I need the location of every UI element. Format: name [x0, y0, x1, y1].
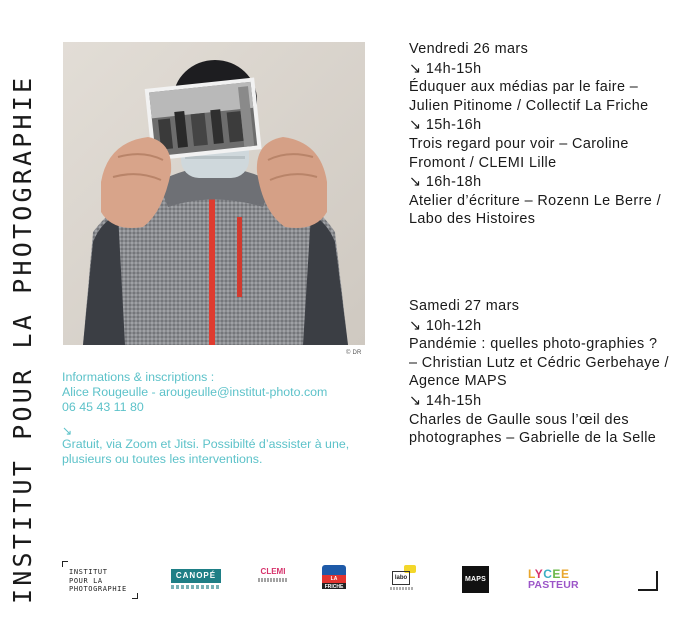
lycee-letter: E [552, 567, 561, 581]
photo-credit: © DR [346, 350, 362, 356]
la-friche-logo-text: LA FRICHE [322, 575, 346, 583]
canope-logo-subtitle [171, 585, 221, 589]
labo-logo-subtitle [390, 587, 414, 590]
info-block [62, 370, 392, 467]
ipp-logo [62, 561, 142, 601]
slot-time: ↘ 14h-15h [409, 392, 482, 409]
day-date: Vendredi 26 mars [409, 41, 529, 57]
slot-title: Charles de Gaulle sous l’œil des photographes – Gabrielle de la Selle [409, 411, 657, 447]
clemi-logo-text: CLEMI [260, 567, 286, 576]
slot-title: Atelier d’écriture – Rozenn Le Berre / Labo des Histoires [409, 192, 661, 228]
slot-time: ↘ 15h-16h [409, 117, 482, 134]
lycee-letter: L [528, 567, 535, 581]
canope-logo [171, 569, 221, 591]
schedule-day-saturday [409, 297, 669, 448]
vertical-title: INSTITUT POUR LA PHOTOGRAPHIE [8, 74, 37, 604]
lycee-letter: E [560, 567, 570, 581]
corner-bracket-icon [62, 561, 68, 567]
la-friche-logo-top [322, 565, 346, 575]
info-heading: Informations & inscriptions : [62, 370, 215, 384]
clemi-logo-subtitle [258, 578, 288, 582]
labo-des-histoires-logo [390, 565, 418, 591]
contact-email[interactable]: Alice Rougeulle - arougeulle@institut-photo.com [62, 385, 328, 399]
slot-time: ↘ 14h-15h [409, 60, 482, 77]
partner-logos [0, 555, 675, 605]
arrow-icon: ↘ [62, 424, 73, 438]
corner-bracket-icon [132, 593, 138, 599]
schedule-day-friday [409, 40, 669, 229]
lycee-letter: C [543, 567, 553, 581]
lycee-pasteur-logo [528, 569, 588, 593]
ipp-logo-text: INSTITUT POUR LA PHOTOGRAPHIE [69, 568, 127, 593]
contact-phone[interactable]: 06 45 43 11 80 [62, 400, 144, 414]
la-friche-logo [322, 565, 346, 591]
event-photo-illustration [63, 42, 365, 345]
slot-title: Trois regard pour voir – Caroline Fromont / CLEMI Lille [409, 135, 629, 171]
slot-time: ↘ 16h-18h [409, 174, 482, 191]
maps-logo: MAPS [462, 566, 489, 593]
corner-bracket-icon [638, 571, 658, 591]
lycee-letter: Y [534, 567, 544, 581]
day-date: Samedi 27 mars [409, 298, 520, 314]
info-details: Gratuit, via Zoom et Jitsi. Possibilté d’assister à une, plusieurs ou toutes les interventions. [62, 437, 350, 466]
canope-logo-text: CANOPÉ [171, 569, 221, 583]
event-photo [63, 42, 365, 345]
slot-time: ↘ 10h-12h [409, 317, 482, 334]
slot-title: Éduquer aux médias par le faire – Julien Pitinome / Collectif La Friche [409, 79, 649, 114]
labo-logo-text: labo [392, 571, 410, 585]
lycee-logo-line2: PASTEUR [528, 579, 579, 591]
slot-title: Pandémie : quelles photo-graphies ? – Christian Lutz et Cédric Gerbehaye / Agence MAPS [409, 336, 669, 390]
clemi-logo [258, 567, 288, 589]
